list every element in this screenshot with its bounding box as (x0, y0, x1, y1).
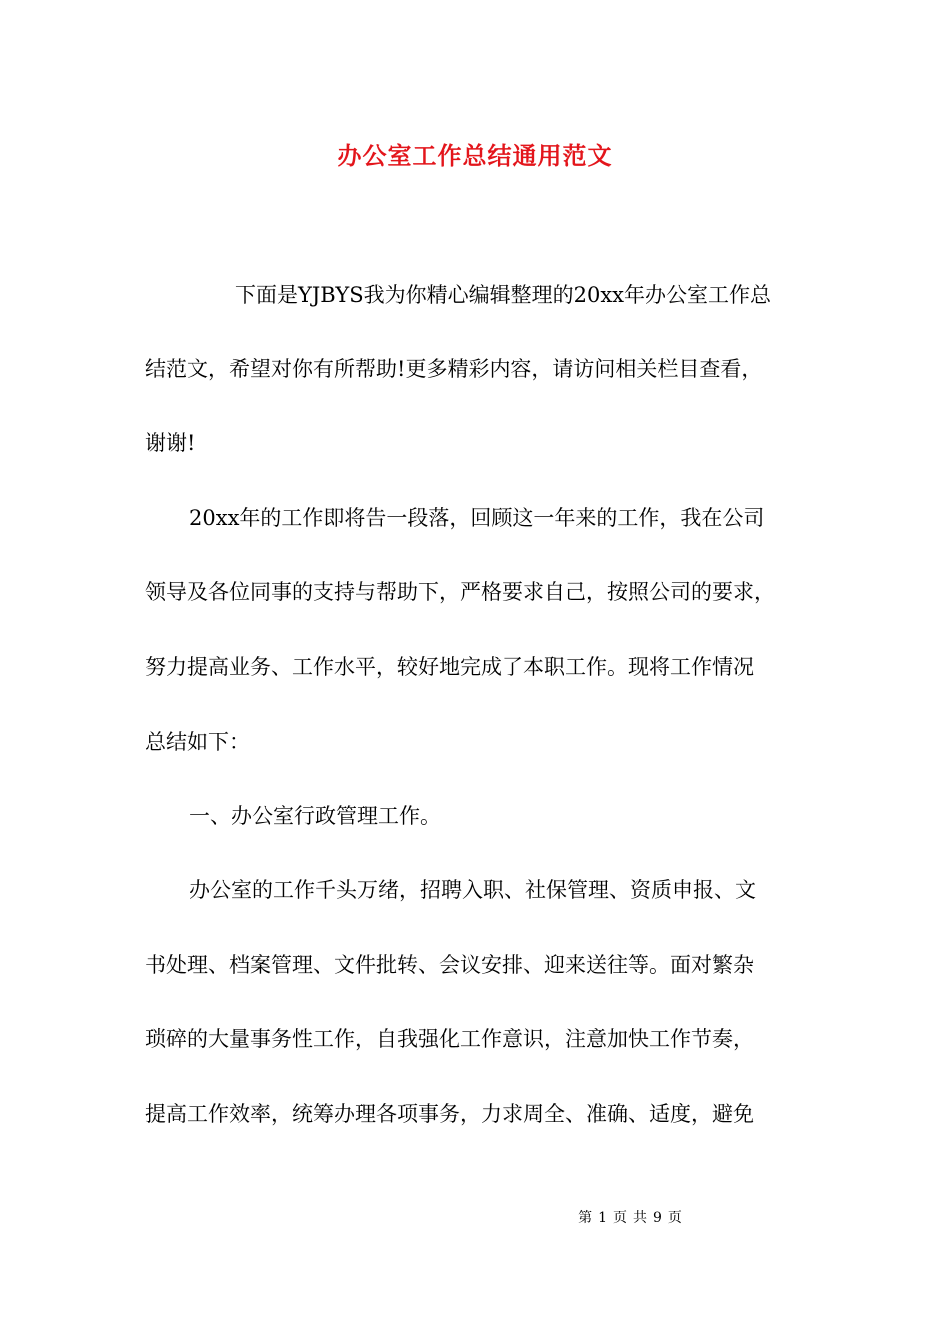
footer-page-number: 1 (598, 1210, 607, 1226)
page-footer (0, 1208, 950, 1228)
paragraph-line-12: 提高工作效率，统筹办理各项事务，力求周全、准确、适度，避免 (145, 1102, 754, 1126)
paragraph-line-6: 努力提高业务、工作水平，较好地完成了本职工作。现将工作情况 (145, 655, 754, 679)
paragraph-line-2: 结范文，希望对你有所帮助!更多精彩内容，请访问相关栏目查看， (145, 357, 763, 381)
paragraph-line-7: 总结如下： (145, 730, 250, 754)
footer-total-pages: 9 (653, 1210, 662, 1226)
paragraph-line-4: 20xx年的工作即将告一段落，回顾这一年来的工作，我在公司 (189, 506, 765, 530)
paragraph-line-5: 领导及各位同事的支持与帮助下，严格要求自己，按照公司的要求， (145, 580, 775, 604)
paragraph-line-1: 下面是YJBYS我为你精心编辑整理的20xx年办公室工作总 (235, 283, 772, 307)
document-title: 办公室工作总结通用范文 (337, 141, 613, 170)
footer-ye-2: 页 (667, 1210, 682, 1226)
paragraph-line-9: 办公室的工作千头万绪，招聘入职、社保管理、资质申报、文 (189, 878, 756, 902)
footer-gong: 共 (633, 1210, 647, 1226)
footer-ye: 页 (613, 1210, 627, 1226)
paragraph-line-10: 书处理、档案管理、文件批转、会议安排、迎来送往等。面对繁杂 (145, 953, 754, 977)
paragraph-line-3: 谢谢! (145, 431, 196, 455)
footer-di: 第 (578, 1210, 593, 1226)
section-heading: 一、办公室行政管理工作。 (189, 804, 441, 828)
paragraph-line-11: 琐碎的大量事务性工作，自我强化工作意识，注意加快工作节奏， (145, 1027, 754, 1051)
